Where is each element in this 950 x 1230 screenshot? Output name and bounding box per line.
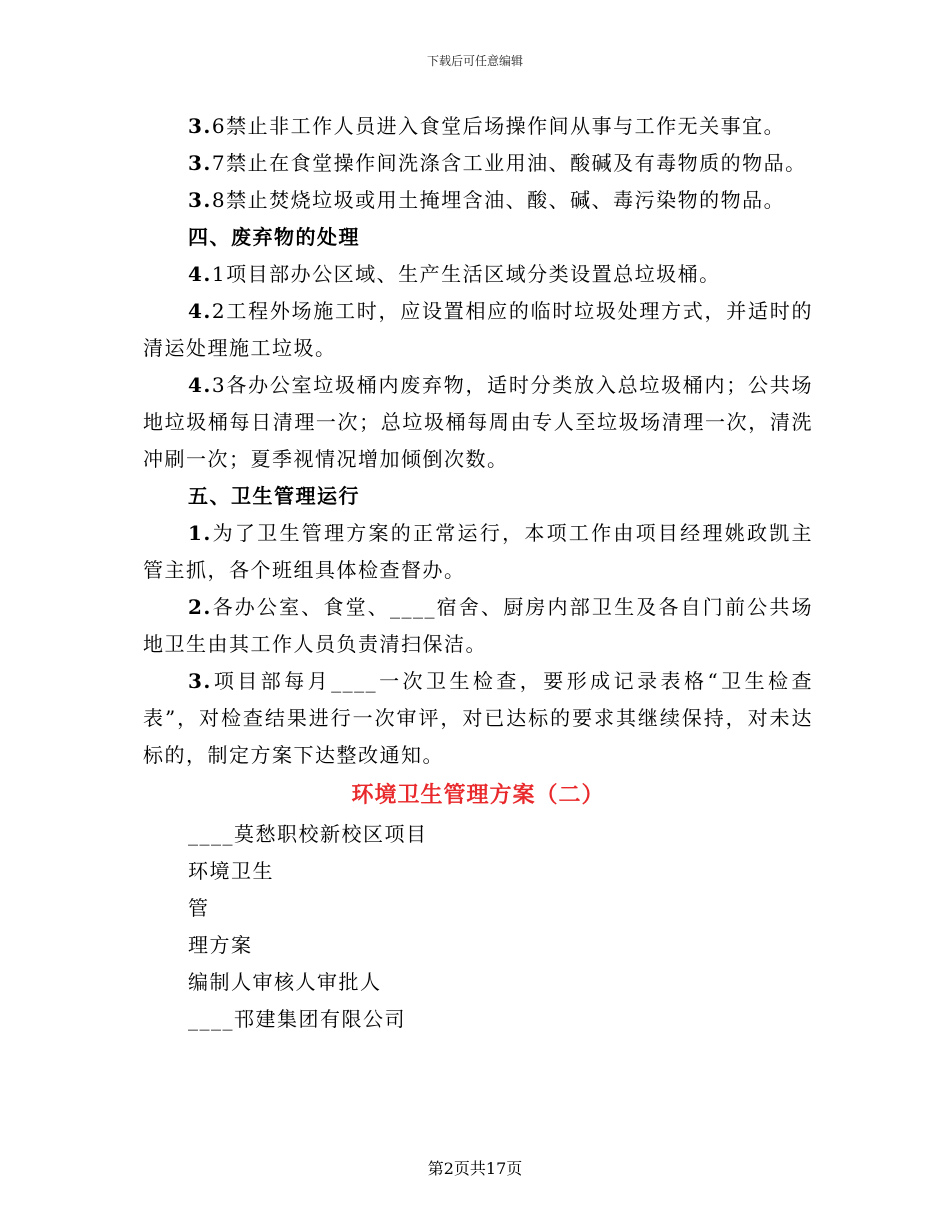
- item-number: 4.: [188, 262, 212, 286]
- part2-line-env: 环境卫生: [188, 859, 274, 883]
- item-number: 4.: [188, 373, 212, 397]
- item-number: 1.: [188, 521, 212, 545]
- header-note: 下载后可任意编辑: [426, 54, 523, 68]
- paragraph-3-7: [143, 145, 813, 182]
- paragraph-3-6: [143, 108, 813, 145]
- item-text: 8禁止焚烧垃圾或用土掩埋含油、酸、碱、毒污染物的物品。: [211, 188, 786, 212]
- paragraph-5-3: [143, 663, 813, 774]
- paragraph-3-8: [143, 182, 813, 219]
- item-number: 3.: [188, 188, 212, 212]
- part2-title: 环境卫生管理方案（二）: [351, 782, 605, 808]
- part2-line-plan: 理方案: [188, 933, 253, 957]
- part2-line-signers: 编制人审核人审批人: [188, 970, 382, 994]
- item-number: 4.: [188, 299, 212, 323]
- item-number: 3.: [188, 151, 212, 175]
- part2-line-project: ____莫愁职校新校区项目: [188, 822, 428, 846]
- paragraph-5-1: [143, 515, 813, 589]
- item-text: 2工程外场施工时，应设置相应的临时垃圾处理方式，并适时的清运处理施工垃圾。: [143, 299, 813, 360]
- item-number: 3.: [188, 114, 212, 138]
- part2-line-guan: 管: [188, 896, 210, 920]
- section-heading-4: 四、废弃物的处理: [188, 225, 360, 249]
- item-text: 各办公室、食堂、____宿舍、厨房内部卫生及各自门前公共场地卫生由其工作人员负责清扫保洁。: [143, 595, 813, 656]
- item-number: 2.: [188, 595, 212, 619]
- page-footer: 第2页共17页: [427, 1159, 523, 1178]
- paragraph-4-1: [143, 256, 813, 293]
- item-text: 为了卫生管理方案的正常运行，本项工作由项目经理姚政凯主管主抓，各个班组具体检查督办。: [143, 521, 813, 582]
- item-text: 3各办公室垃圾桶内废弃物，适时分类放入总垃圾桶内；公共场地垃圾桶每日清理一次；总垃圾桶每周由专人至垃圾场清理一次，清洗冲刷一次；夏季视情况增加倾倒次数。: [143, 373, 813, 471]
- item-text: 6禁止非工作人员进入食堂后场操作间从事与工作无关事宜。: [211, 114, 786, 138]
- item-text: 7禁止在食堂操作间洗涤含工业用油、酸碱及有毒物质的物品。: [211, 151, 807, 175]
- item-number: 3.: [188, 669, 212, 693]
- paragraph-4-3: [143, 367, 813, 478]
- item-text: 项目部每月____一次卫生检查，要形成记录表格“卫生检查表”，对检查结果进行一次审评，对已达标的要求其继续保持，对未达标的，制定方案下达整改通知。: [143, 669, 813, 767]
- paragraph-4-2: [143, 293, 813, 367]
- paragraph-5-2: [143, 589, 813, 663]
- section-heading-5: 五、卫生管理运行: [188, 484, 360, 508]
- document-body: [143, 108, 813, 1038]
- part2-line-company: ____邗建集团有限公司: [188, 1007, 406, 1031]
- item-text: 1项目部办公区域、生产生活区域分类设置总垃圾桶。: [211, 262, 721, 286]
